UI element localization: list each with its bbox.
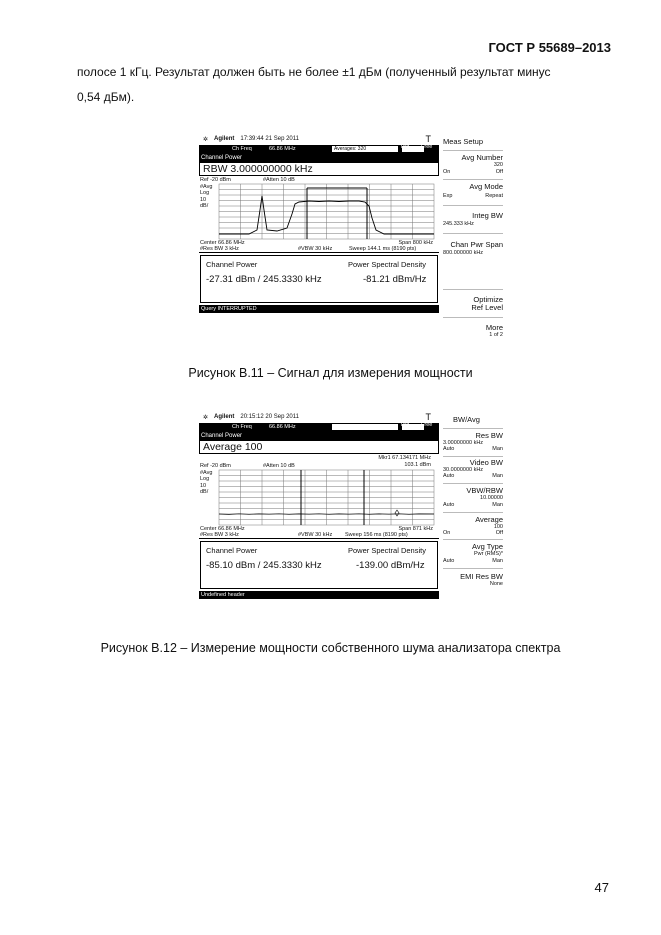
- avg-mode-exp[interactable]: Exp: [443, 193, 453, 199]
- figure-1-caption: Рисунок В.11 – Сигнал для измерения мощности: [188, 366, 473, 380]
- page-number: 47: [594, 880, 609, 895]
- body-paragraph: [77, 60, 609, 110]
- psd-value: -139.00 dBm/Hz: [356, 560, 425, 571]
- avg-type-value: Pwr (RMS)*: [473, 551, 503, 557]
- figure-2-caption: Рисунок В.12 – Измерение мощности собственного шума анализатора спектра: [100, 641, 561, 655]
- agilent-logo-icon: ✲: [203, 136, 209, 143]
- marker-t-icon: T: [425, 412, 431, 422]
- video-bw-auto[interactable]: Auto: [443, 473, 455, 479]
- spectrum-plot: [199, 462, 439, 526]
- figure-1-screenshot: [199, 133, 509, 338]
- chfreq-value: 66.86 MHz: [269, 424, 296, 430]
- measurement-title: Channel Power: [199, 431, 439, 441]
- more-page-value: 1 of 2: [489, 332, 503, 338]
- psd-label: Power Spectral Density: [348, 546, 426, 555]
- res-bw-auto[interactable]: Auto: [443, 446, 455, 452]
- timestamp: 17:39:44 21 Sep 2011: [240, 136, 299, 142]
- marker-1-icon: [395, 510, 399, 516]
- softkey-integ-bw[interactable]: Integ BW: [472, 211, 503, 220]
- sweep-info: [199, 526, 439, 539]
- vbw-label: #VBW 30 kHz: [298, 246, 333, 252]
- softkey-video-bw[interactable]: Video BW: [469, 458, 503, 467]
- brand-label: Agilent: [214, 136, 235, 142]
- sweep-label: Sweep 144.1 ms (8190 pts): [349, 246, 417, 252]
- trig-label: Trig: [400, 144, 410, 150]
- res-bw-label: #Res BW 3 kHz: [200, 532, 239, 538]
- noise-trace: [219, 514, 434, 515]
- marker-label: Mkr1 67.134171 MHz: [378, 455, 431, 461]
- spectrum-plot: [199, 176, 439, 240]
- menu-title: Meas Setup: [443, 137, 484, 146]
- spectrum-area: [199, 462, 439, 526]
- document-header: ГОСТ Р 55689–2013: [488, 40, 611, 55]
- averages-box: Averages: 320: [332, 146, 398, 152]
- sweep-info: [199, 240, 439, 253]
- log-label: Log: [200, 190, 210, 196]
- channel-power-label: Channel Power: [206, 260, 258, 269]
- chfreq-label: Ch Freq: [232, 146, 252, 152]
- softkey-avg-type[interactable]: Avg Type: [472, 542, 503, 551]
- atten-label: #Atten 10 dB: [263, 463, 295, 469]
- softkey-average[interactable]: Average: [475, 515, 503, 524]
- psd-value: -81.21 dBm/Hz: [363, 274, 427, 285]
- marker-t-icon: T: [425, 134, 431, 144]
- avg-label: #Avg: [200, 469, 213, 476]
- average-value: 100: [493, 524, 503, 530]
- free-label: Free: [421, 144, 433, 150]
- measurement-title: Channel Power: [199, 153, 439, 163]
- vbw-rbw-man[interactable]: Man: [492, 502, 503, 508]
- vbw-rbw-auto[interactable]: Auto: [443, 502, 455, 508]
- active-parameter: RBW 3.000000000 kHz: [199, 163, 439, 176]
- unit-label: dB/: [200, 203, 209, 209]
- brand-label: Agilent: [214, 414, 235, 420]
- timestamp: 20:15:12 20 Sep 2011: [240, 414, 299, 420]
- channel-power-label: Channel Power: [206, 546, 258, 555]
- softkey-emi-res-bw[interactable]: EMI Res BW: [460, 572, 503, 581]
- menu-title: BW/Avg: [453, 415, 480, 424]
- center-freq: Center 66.86 MHz: [200, 526, 245, 532]
- res-bw-value: 3.00000000 kHz: [443, 440, 484, 446]
- paragraph-line-1: полосе 1 кГц. Результат должен быть не более ±1 дБм (полученный результат минус: [77, 65, 551, 79]
- status-message: Undefined header: [199, 591, 439, 599]
- ref-level: Ref -20 dBm: [200, 177, 231, 183]
- status-message: Query INTERRUPTED: [199, 305, 439, 313]
- figure-2-screenshot: [199, 411, 509, 599]
- softkey-vbw-rbw[interactable]: VBW/RBW: [466, 486, 503, 495]
- avg-type-auto[interactable]: Auto: [443, 558, 455, 564]
- softkey-avg-mode[interactable]: Avg Mode: [469, 182, 503, 191]
- log-label: Log: [200, 476, 210, 482]
- avg-off[interactable]: Off: [495, 169, 503, 175]
- video-bw-value: 30.0000000 kHz: [443, 467, 484, 473]
- ref-level: Ref -20 dBm: [200, 463, 231, 469]
- avg-on[interactable]: On: [443, 169, 451, 175]
- avg-label: #Avg: [200, 183, 213, 190]
- trig-label: Trig: [400, 422, 410, 428]
- free-label: Free: [421, 422, 433, 428]
- result-panel: [200, 255, 438, 303]
- unit-label: dB/: [200, 489, 209, 495]
- integ-bw-value: 245.333 kHz: [443, 221, 474, 227]
- avg-type-man[interactable]: Man: [492, 558, 503, 564]
- chfreq-label: Ch Freq: [232, 424, 252, 430]
- average-on[interactable]: On: [443, 530, 451, 536]
- chan-pwr-span-value: 800.000000 kHz: [443, 250, 484, 256]
- span-label: Span 800 kHz: [398, 240, 433, 246]
- avg-number-value: 320: [493, 162, 503, 168]
- softkey-more[interactable]: More: [485, 323, 503, 332]
- status-bar: [199, 423, 439, 431]
- psd-label: Power Spectral Density: [348, 260, 426, 269]
- sweep-label: Sweep 156 ms (8190 pts): [345, 532, 408, 538]
- res-bw-label: #Res BW 3 kHz: [200, 246, 239, 252]
- emi-res-bw-value: None: [489, 581, 503, 587]
- active-parameter: Average 100: [199, 441, 439, 454]
- res-bw-man[interactable]: Man: [492, 446, 503, 452]
- atten-label: #Atten 10 dB: [263, 177, 295, 183]
- softkey-chan-pwr-span[interactable]: Chan Pwr Span: [450, 240, 503, 249]
- center-freq: Center 66.86 MHz: [200, 240, 245, 246]
- vbw-rbw-value: 10.00000: [480, 495, 503, 501]
- span-label: Span 871 kHz: [398, 526, 433, 532]
- analyzer-screen-1: [199, 133, 439, 313]
- softkey-avg-number[interactable]: Avg Number: [461, 153, 503, 162]
- averages-box: [332, 424, 398, 430]
- status-bar: [199, 145, 439, 153]
- scale-label: 10: [200, 196, 207, 203]
- channel-power-value: -27.31 dBm / 245.3330 kHz: [206, 274, 322, 285]
- avg-mode-repeat[interactable]: Repeat: [485, 193, 503, 199]
- analyzer-screen-2: [199, 411, 439, 599]
- marker-value: 103.1 dBm: [404, 462, 431, 468]
- agilent-logo-icon: ✲: [203, 414, 209, 421]
- vbw-label: #VBW 30 kHz: [298, 532, 333, 538]
- softkey-ref-level[interactable]: Ref Level: [471, 303, 503, 312]
- channel-power-value: -85.10 dBm / 245.3330 kHz: [206, 560, 322, 571]
- video-bw-man[interactable]: Man: [492, 473, 503, 479]
- paragraph-line-2: 0,54 дБм).: [77, 90, 135, 104]
- spectrum-area: [199, 176, 439, 240]
- softkey-optimize[interactable]: Optimize: [473, 295, 503, 304]
- average-off[interactable]: Off: [495, 530, 503, 536]
- softkey-res-bw[interactable]: Res BW: [475, 431, 503, 440]
- scale-label: 10: [200, 482, 207, 489]
- result-panel: [200, 541, 438, 589]
- chfreq-value: 66.86 MHz: [269, 146, 296, 152]
